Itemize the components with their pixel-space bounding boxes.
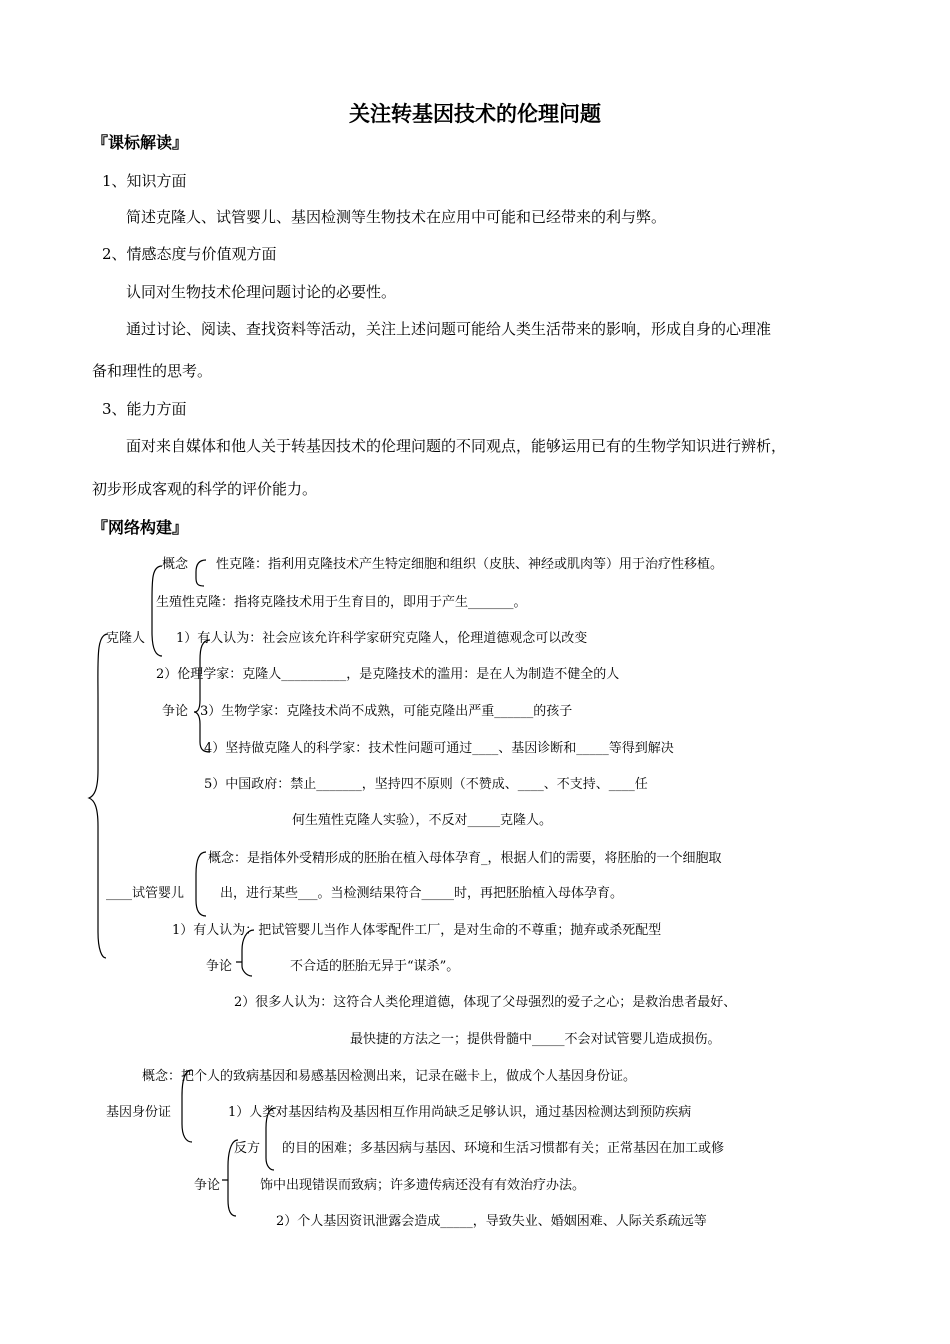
paragraph-ability: 面对来自媒体和他人关于转基因技术的伦理问题的不同观点，能够运用已有的生物学知识进行辨析， (126, 437, 787, 455)
gene-debate-label: 争论 (194, 1178, 221, 1193)
ivf-view-1: 1）有人认为：把试管婴儿当作人体零配件工厂，是对生命的不尊重；抛弃或杀死配型 (172, 923, 662, 938)
section-heading-wangluo: 『网络构建』 (92, 518, 189, 537)
clone-root: 克隆人 (106, 631, 146, 646)
gene-oppose-2: 2）个人基因资讯泄露会造成_____，导致失业、婚姻困难、人际关系疏远等 (276, 1214, 707, 1229)
gene-oppose-1: 1）人类对基因结构及基因相互作用尚缺乏足够认识，通过基因检测达到预防疾病 (228, 1105, 692, 1120)
ivf-view-1-cont: 不合适的胚胎无异于“谋杀”。 (290, 959, 460, 974)
gene-concept: 概念：把个人的致病基因和易感基因检测出来，记录在磁卡上，做成个人基因身份证。 (142, 1069, 637, 1084)
brace-clone-debate (194, 640, 210, 752)
brace-outer (89, 634, 108, 958)
gene-root: 基因身份证 (106, 1105, 172, 1120)
clone-view-5-cont: 何生殖性克隆人实验），不反对_____克隆人。 (292, 813, 553, 828)
clone-view-4: 4）坚持做克隆人的科学家：技术性问题可通过____、基因诊断和_____等得到解决 (204, 741, 674, 756)
clone-debate-label: 争论 (162, 704, 189, 719)
heading-ability: 3、能力方面 (102, 400, 187, 418)
brace-concept (196, 560, 206, 586)
page-title: 关注转基因技术的伦理问题 (349, 102, 601, 126)
brace-ivf (196, 852, 206, 916)
clone-concept-label: 概念 (162, 557, 189, 572)
gene-oppose-1-cont: 的目的困难；多基因病与基因、环境和生活习惯都有关；正常基因在加工或修 (282, 1141, 725, 1156)
ivf-root: ____试管婴儿 (106, 886, 185, 901)
clone-view-2: 2）伦理学家：克隆人__________，是克隆技术的滥用：是在人为制造不健全的人 (156, 667, 620, 682)
gene-oppose-1-cont2: 饰中出现错误而致病；许多遗传病还没有有效治疗办法。 (260, 1178, 586, 1193)
ivf-concept-cont: 出，进行某些___。当检测结果符合_____时，再把胚胎植入母体孕育。 (220, 886, 624, 901)
paragraph-attitude-1: 认同对生物技术伦理问题讨论的必要性。 (126, 283, 397, 301)
clone-reproductive: 生殖性克隆：指将克隆技术用于生育目的，即用于产生_______。 (156, 595, 527, 610)
paragraph-attitude-2-cont: 备和理性的思考。 (92, 362, 213, 380)
clone-therapeutic: 性克隆：指利用克隆技术产生特定细胞和组织（皮肤、神经或肌肉等）用于治疗性移植。 (216, 557, 724, 572)
ivf-concept: 概念：是指体外受精形成的胚胎在植入母体孕育_，根据人们的需要，将胚胎的一个细胞取 (208, 851, 722, 866)
clone-view-1: 1）有人认为：社会应该允许科学家研究克隆人，伦理道德观念可以改变 (176, 631, 588, 646)
paragraph-attitude-2: 通过讨论、阅读、查找资料等活动，关注上述问题可能给人类生活带来的影响，形成自身的心理准 (126, 320, 772, 338)
brace-clone (152, 566, 162, 656)
paragraph-ability-cont: 初步形成客观的科学的评价能力。 (92, 480, 318, 498)
section-heading-kebiao: 『课标解读』 (92, 133, 189, 152)
heading-knowledge: 1、知识方面 (102, 172, 187, 190)
paragraph-knowledge: 简述克隆人、试管婴儿、基因检测等生物技术在应用中可能和已经带来的利与弊。 (126, 208, 667, 226)
heading-attitude: 2、情感态度与价值观方面 (102, 245, 277, 263)
ivf-view-2-cont: 最快捷的方法之一；提供骨髓中_____不会对试管婴儿造成损伤。 (350, 1032, 721, 1047)
ivf-debate-label: 争论 (206, 959, 233, 974)
clone-view-5: 5）中国政府：禁止_______，坚持四不原则（不赞成、____、不支持、____任 (204, 777, 648, 792)
clone-view-3: 3）生物学家：克隆技术尚不成熟，可能克隆出严重______的孩子 (200, 704, 573, 719)
gene-oppose-label: 反方 (234, 1141, 261, 1156)
ivf-view-2: 2）很多人认为：这符合人类伦理道德，体现了父母强烈的爱子之心；是救治患者最好、 (234, 995, 737, 1010)
